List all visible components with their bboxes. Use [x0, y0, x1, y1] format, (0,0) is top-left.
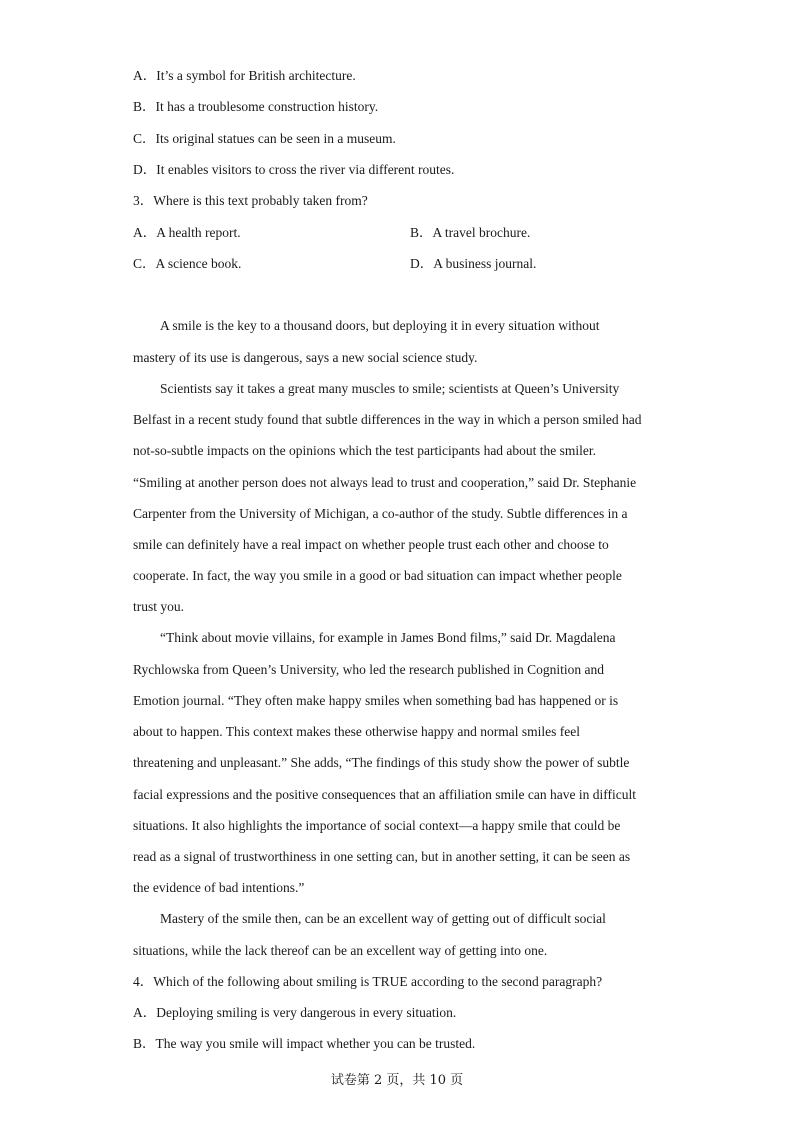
q3-option-d: D．A business journal. [410, 256, 537, 271]
q2-option-a: A．It’s a symbol for British architecture. [133, 68, 356, 83]
q2-option-c: C．Its original statues can be seen in a museum. [133, 131, 396, 146]
passage-line: the evidence of bad intentions.” [133, 880, 305, 895]
passage-line: Rychlowska from Queen’s University, who led the research published in Cognition and [133, 662, 604, 677]
passage-line: situations, while the lack thereof can be an excellent way of getting into one. [133, 943, 548, 958]
q3-option-b: B．A travel brochure. [410, 225, 531, 240]
q3-option-a: A．A health report. [133, 225, 241, 240]
q4-option-a: A．Deploying smiling is very dangerous in every situation. [133, 1005, 457, 1020]
passage-line: mastery of its use is dangerous, says a new social science study. [133, 350, 478, 365]
passage-line: situations. It also highlights the importance of social context—a happy smile that could be [133, 818, 621, 833]
passage-line: about to happen. This context makes these otherwise happy and normal smiles feel [133, 724, 581, 739]
passage-line: cooperate. In fact, the way you smile in a good or bad situation can impact whether people [133, 568, 622, 583]
page-footer: 试卷第 2 页，共 10 页 [330, 1073, 464, 1088]
passage-line: Mastery of the smile then, can be an excellent way of getting out of difficult social [160, 911, 606, 926]
q2-option-d: D．It enables visitors to cross the river via different routes. [133, 162, 455, 177]
q2-option-b: B．It has a troublesome construction history. [133, 99, 379, 114]
passage-line: “Smiling at another person does not always lead to trust and cooperation,” said Dr. Stephanie [133, 475, 637, 490]
passage-line: trust you. [133, 599, 185, 614]
q3-question: 3．Where is this text probably taken from? [133, 193, 368, 208]
passage-line: read as a signal of trustworthiness in one setting can, but in another setting, it can be seen as [133, 849, 631, 864]
passage-line: threatening and unpleasant.” She adds, “The findings of this study show the power of subtle [133, 755, 630, 770]
passage-line: Emotion journal. “They often make happy smiles when something bad has happened or is [133, 693, 619, 708]
passage-line: smile can definitely have a real impact on whether people trust each other and choose to [133, 537, 609, 552]
q3-option-c: C．A science book. [133, 256, 242, 271]
passage-line: not-so-subtle impacts on the opinions which the test participants had about the smiler. [133, 443, 597, 458]
passage-line: Scientists say it takes a great many muscles to smile; scientists at Queen’s University [160, 381, 620, 396]
q4-option-b: B．The way you smile will impact whether you can be trusted. [133, 1036, 476, 1051]
passage-line: “Think about movie villains, for example in James Bond films,” said Dr. Magdalena [160, 630, 616, 645]
passage-line: A smile is the key to a thousand doors, but deploying it in every situation without [160, 318, 600, 333]
passage-line: facial expressions and the positive consequences that an affiliation smile can have in difficult [133, 787, 636, 802]
q4-question: 4．Which of the following about smiling is TRUE according to the second paragraph? [133, 974, 603, 989]
passage-line: Belfast in a recent study found that subtle differences in the way in which a person smiled had [133, 412, 642, 427]
passage-line: Carpenter from the University of Michigan, a co-author of the study. Subtle differences in a [133, 506, 628, 521]
